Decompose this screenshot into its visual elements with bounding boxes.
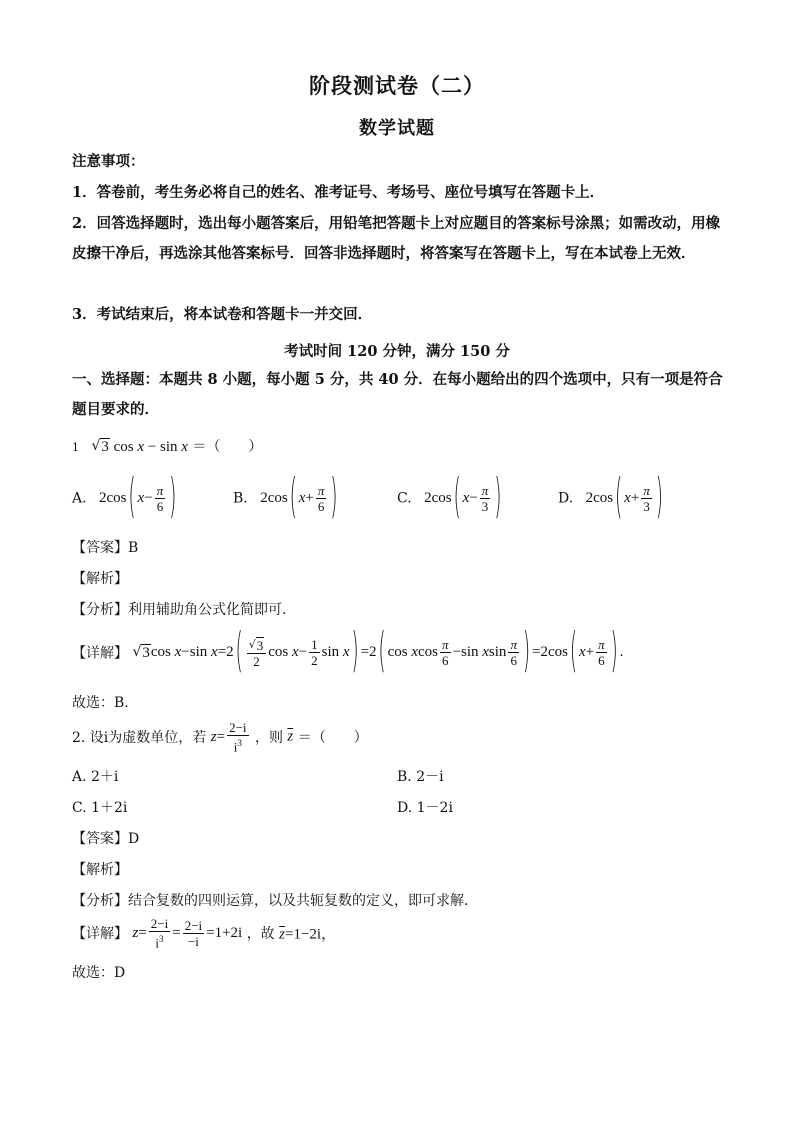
q1-option-b: B. 2cos ( x + $\frac{\pi}{6}$ ) (233, 469, 338, 525)
q2-stem-mid: ，则 (254, 730, 283, 747)
q2-option-b: B. 2－i (397, 769, 444, 785)
q2-derivation: z = $\frac{2-i}{i^3}$ = $\frac{2-i}{-i}$ =1+2i (132, 916, 243, 951)
notice-item-2: 2．回答选择题时，选出每小题答案后，用铅笔把答题卡上对应题目的答案标号涂黑；如需改动，用橡皮擦干净后，再选涂其他答案标号．回答非选择题时，将答案写在答题卡上，写在本试卷上无效． (72, 215, 721, 262)
notice-item-3: 3．考试结束后，将本试卷和答题卡一并交回． (72, 306, 373, 323)
exam-info: 考试时间 120 分钟，满分 150 分 (284, 343, 510, 360)
q2-xiangjie-mid: ，故 (246, 926, 275, 943)
q2-expression: z = $\frac{2-i}{i^3}$ (210, 720, 247, 755)
xiangjie-label: 【详解】 (72, 645, 128, 662)
q1-answer: 【答案】B (72, 540, 139, 556)
q2-option-c: C. 1＋2i (72, 800, 128, 816)
section-heading: 一、选择题：本题共 8 小题，每小题 5 分，共 40 分．在每小题给出的四个选项中，只有一项是符合题目要求的． (72, 371, 723, 418)
q1-conclusion: 故选：B. (72, 695, 129, 711)
option-label: A. (72, 490, 87, 507)
q2-answer: 【答案】D (72, 831, 140, 847)
option-label: D. (558, 490, 574, 507)
q2-xiangjie (72, 916, 336, 950)
q1-expression: √ 3 cos x − sin x (91, 438, 188, 455)
notice-heading: 注意事项： (72, 153, 145, 170)
question-number: 1 (72, 441, 79, 454)
q2-fenxi: 【分析】结合复数的四则运算，以及共轭复数的定义，即可求解． (72, 893, 478, 909)
q1-option-d: D. 2cos ( x + $\frac{\pi}{3}$ ) (558, 469, 663, 525)
q1-xiangjie (72, 623, 624, 679)
page-subtitle: 数学试题 (359, 118, 435, 139)
q2-stem-prefix: 2. 设i为虚数单位，若 (72, 730, 207, 747)
q2-option-a: A. 2＋i (72, 769, 119, 785)
q2-conjugate: $\overline{z}$ (287, 728, 294, 745)
xiangjie-label: 【详解】 (72, 926, 128, 943)
q2-conclusion: 故选：D (72, 965, 126, 981)
question-1-stem (72, 436, 262, 456)
q1-analysis-label: 【解析】 (72, 571, 128, 587)
option-label: C. (397, 490, 412, 507)
q2-analysis-label: 【解析】 (72, 862, 128, 878)
q2-result: $\overline{z}=1-2i$， (279, 926, 337, 943)
option-label: B. (233, 490, 248, 507)
q1-fenxi: 【分析】利用辅助角公式化简即可. (72, 602, 287, 618)
q1-stem-tail: ＝（ ） (192, 439, 263, 455)
page-title: 阶段测试卷（二） (309, 73, 485, 98)
q2-option-d: D. 1－2i (397, 800, 453, 816)
q1-option-a: A. 2cos ( x − $\frac{\pi}{6}$ ) (72, 469, 177, 525)
q1-derivation: √ 3 cos x − sin x =2 ( √ 3 2 cos x − $\frac{1}{2}$ sin x ) =2 ( cos x cos $\frac{\pi}{6}$ − sin x sin $\frac{\pi}{6}$ ) =2cos ( x + $\frac{\pi}{6}$ ) . (132, 623, 624, 679)
question-2-stem (72, 720, 368, 754)
notice-item-1: 1．答卷前，考生务必将自己的姓名、准考证号、考场号、座位号填写在答题卡上． (72, 184, 605, 201)
q2-stem-tail: ＝（ ） (297, 730, 368, 747)
q1-option-c: C. 2cos ( x − $\frac{\pi}{3}$ ) (397, 469, 502, 525)
